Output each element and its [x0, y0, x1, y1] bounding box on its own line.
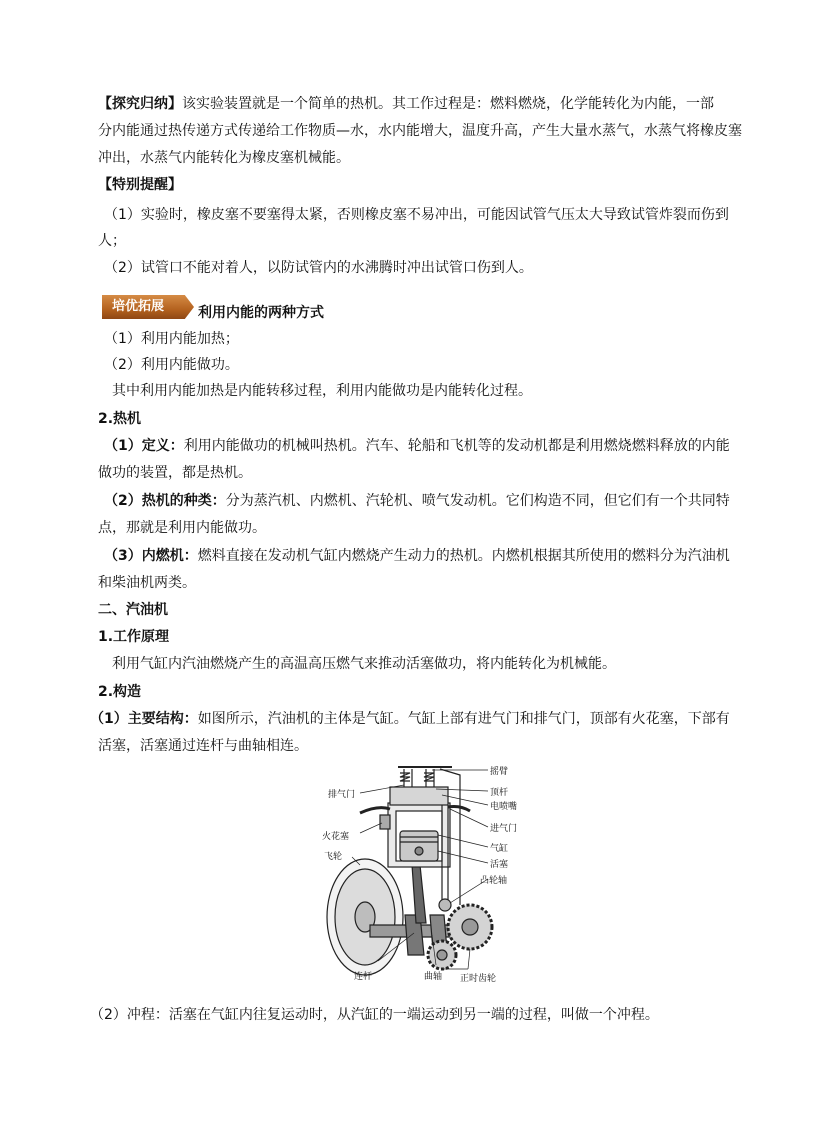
label-cylinder: 气缸 — [490, 844, 509, 854]
label-pushrod: 顶杆 — [490, 788, 509, 798]
tip-1-line-1: （1）实验时，橡皮塞不要塞得太紧，否则橡皮塞不易冲出，可能因试管气压太大导致试管炸裂而伤到 — [104, 207, 729, 223]
label-connecting-rod: 连杆 — [354, 972, 373, 982]
definition-label: （1）定义： — [104, 438, 184, 454]
kinds-line-1 — [104, 491, 734, 511]
principle-heading: 1.工作原理 — [98, 629, 170, 645]
label-crankshaft: 曲轴 — [424, 972, 443, 982]
label-rocker: 摇臂 — [490, 767, 509, 777]
extension-summary: 其中利用内能加热是内能转移过程，利用内能做功是内能转化过程。 — [112, 383, 532, 399]
tip-2: （2）试管口不能对着人，以防试管内的水沸腾时冲出试管口伤到人。 — [104, 260, 533, 276]
label-camshaft: 凸轮轴 — [480, 876, 508, 886]
structure-heading: 2.构造 — [98, 684, 142, 700]
definition-line-1 — [104, 436, 734, 456]
label-piston: 活塞 — [490, 860, 509, 870]
label-timing-gear: 正时齿轮 — [460, 974, 497, 984]
ice-line-1 — [104, 546, 734, 566]
main-structure-line-1 — [90, 709, 730, 729]
summary-paragraph-line-3: 冲出，水蒸气内能转化为橡皮塞机械能。 — [98, 150, 350, 166]
kinds-line-2: 点，那就是利用内能做功。 — [98, 520, 266, 536]
piston-shape — [400, 831, 438, 861]
summary-paragraph-line-2: 分内能通过热传递方式传递给工作物质—水，水内能增大，温度升高，产生大量水蒸气，水蒸气将橡皮塞 — [98, 123, 742, 139]
spark-plug-shape — [380, 815, 390, 829]
extension-title: 利用内能的两种方式 — [198, 305, 324, 321]
ice-label: （3）内燃机： — [104, 548, 198, 564]
main-structure-line-2: 活塞，活塞通过连杆与曲轴相连。 — [98, 738, 308, 754]
main-structure-text: 如图所示，汽油机的主体是气缸。气缸上部有进气门和排气门，顶部有火花塞，下部有 — [197, 711, 730, 727]
label-injector: 电喷嘴 — [490, 802, 518, 812]
principle-text: 利用气缸内汽油燃烧产生的高温高压燃气来推动活塞做功，将内能转化为机械能。 — [112, 656, 616, 672]
extension-badge — [102, 295, 194, 319]
label-intake-valve: 进气门 — [490, 824, 518, 834]
summary-label: 【探究归纳】 — [98, 96, 182, 112]
definition-text: 利用内能做功的机械叫热机。汽车、轮船和飞机等的发动机都是利用燃烧燃料释放的内能 — [183, 438, 730, 454]
flywheel-shape — [327, 859, 403, 975]
ice-text: 燃料直接在发动机气缸内燃烧产生动力的热机。内燃机根据其所使用的燃料分为汽油机 — [197, 548, 730, 564]
stroke-definition: （2）冲程：活塞在气缸内往复运动时，从汽缸的一端运动到另一端的过程，叫做一个冲程。 — [90, 1007, 659, 1023]
heat-engine-heading: 2.热机 — [98, 411, 142, 427]
ice-line-2: 和柴油机两类。 — [98, 575, 196, 591]
definition-line-2: 做功的装置，都是热机。 — [98, 465, 252, 481]
label-flywheel: 飞轮 — [324, 852, 343, 862]
label-spark-plug: 火花塞 — [322, 832, 350, 842]
kinds-label: （2）热机的种类： — [104, 493, 226, 509]
tip-1-line-2: 人； — [98, 233, 126, 249]
extension-item-1: （1）利用内能加热； — [104, 331, 239, 347]
summary-paragraph-line-1 — [98, 94, 728, 114]
intake-pipe-shape — [448, 807, 470, 812]
badge-text: 培优拓展 — [112, 299, 165, 314]
extension-item-2: （2）利用内能做功。 — [104, 357, 239, 373]
gasoline-engine-diagram — [320, 765, 518, 987]
gasoline-engine-heading: 二、汽油机 — [98, 602, 168, 618]
main-structure-label: （1）主要结构： — [90, 711, 198, 727]
summary-text-1: 该实验装置就是一个简单的热机。其工作过程是：燃料燃烧，化学能转化为内能，一部 — [182, 96, 714, 112]
exhaust-pipe-shape — [360, 808, 390, 813]
tip-label: 【特别提醒】 — [98, 177, 182, 193]
label-exhaust-valve: 排气门 — [328, 790, 356, 800]
kinds-text: 分为蒸汽机、内燃机、汽轮机、喷气发动机。它们构造不同，但它们有一个共同特 — [225, 493, 730, 509]
connecting-rod-shape — [412, 865, 426, 923]
